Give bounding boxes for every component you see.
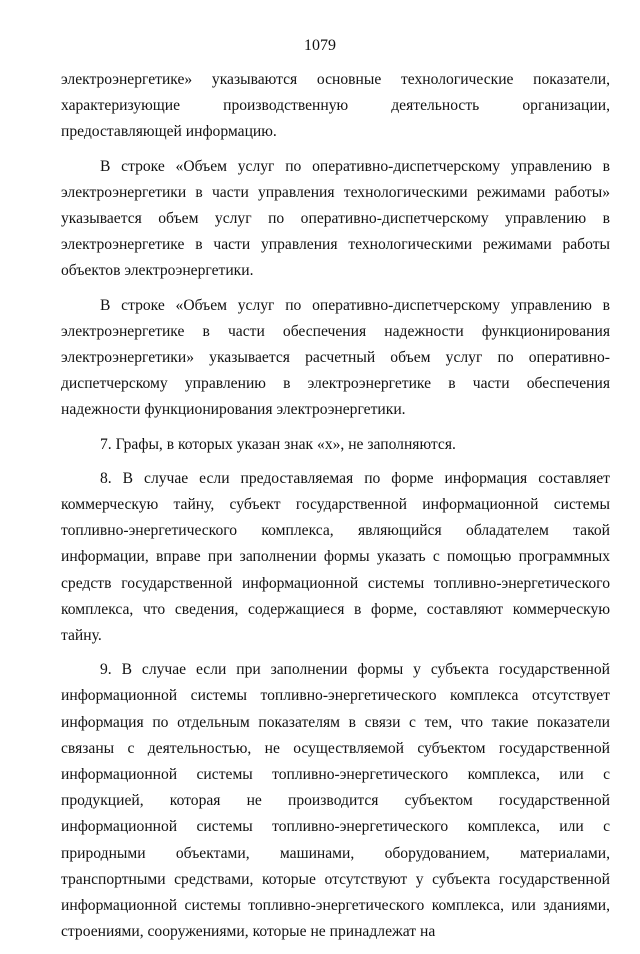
paragraph-item-8: 8. В случае если предоставляемая по форме информация составляет коммерческую тайну, субъект государственной информационной системы топливно-энергетического комплекса, являющийся обладателем такой информации, вправе при заполнении формы указать с помощью программных средств государственной информационной системы топливно-энергетического комплекса, что сведения, содержащиеся в форме, составляют коммерческую тайну. (61, 469, 610, 645)
paragraph-dispatch-reliability: В строке «Объем услуг по оперативно-диспетчерскому управлению в электроэнергетике в части обеспечения надежности функционирования электроэнергетики» указывается расчетный объем услуг по оперативно-диспетчерскому управлению в электроэнергетике в части обеспечения надежности функционирования электроэнергетики. (61, 296, 610, 419)
paragraph-item-9: 9. В случае если при заполнении формы у субъекта государственной информационной системы топливно-энергетического комплекса отсутствует информация по отдельным показателям в связи с тем, что такие показатели связаны с деятельностью, не осуществляемой субъектом государственной информационной системы топливно-энергетического комплекса, или с продукцией, которая не производится субъектом государственной информационной системы топливно-энергетического комплекса, или с природными объектами, машинами, оборудованием, материалами, транспортными средствами, которые отсутствуют у субъекта государственной информационной системы топливно-энергетического комплекса, или зданиями, строениями, сооружениями, которые не принадлежат на (61, 661, 610, 941)
page-number: 1079 (304, 37, 336, 54)
paragraph-dispatch-modes: В строке «Объем услуг по оперативно-диспетчерскому управлению в электроэнергетики в части управления технологическими режимами работы» указывается объем услуг по оперативно-диспетчерскому управлению в электроэнергетике в части управления технологическими режимами работы объектов электроэнергетики. (61, 157, 610, 280)
paragraph-continuation: электроэнергетике» указываются основные технологические показатели, характеризующие производственную деятельность организации, предоставляющей информацию. (61, 71, 610, 141)
paragraph-item-7: 7. Графы, в которых указан знак «х», не заполняются. (100, 435, 456, 453)
document-body (61, 67, 610, 954)
